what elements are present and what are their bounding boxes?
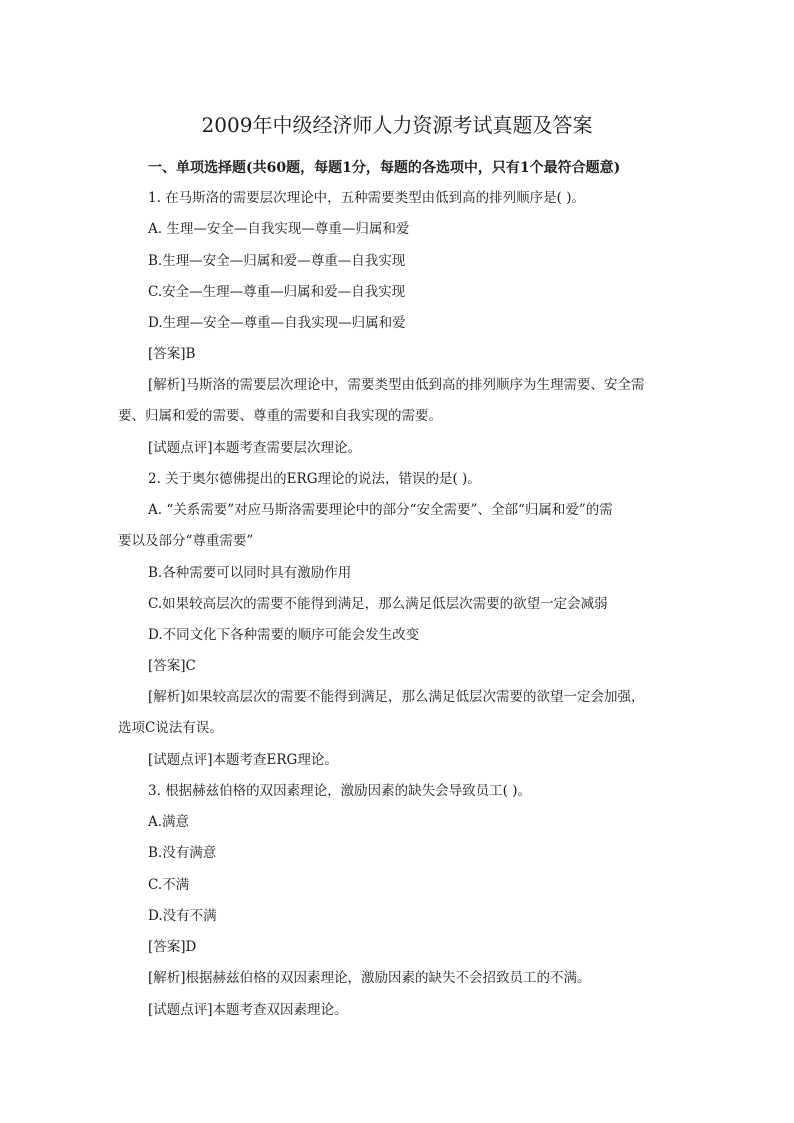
document-title: 2009年中级经济师人力资源考试真题及答案 — [201, 113, 593, 137]
question-1-option-a: A. 生理—安全—自我实现—尊重—归属和爱 — [148, 221, 410, 237]
question-1-analysis-line-2: 要、归属和爱的需要、尊重的需要和自我实现的需要。 — [118, 408, 442, 424]
question-2-comment: [试题点评]本题考查ERG理论。 — [148, 752, 338, 768]
question-3-option-a: A.满意 — [148, 814, 190, 830]
question-1-stem: 1. 在马斯洛的需要层次理论中，五种需要类型由低到高的排列顺序是( )。 — [148, 190, 585, 206]
question-2-analysis-line-2: 选项C说法有误。 — [118, 720, 223, 736]
question-1-answer: [答案]B — [148, 346, 196, 362]
question-2-analysis-line-1: [解析]如果较高层次的需要不能得到满足，那么满足低层次需要的欲望一定会加强， — [148, 689, 645, 705]
question-2-answer: [答案]C — [148, 658, 196, 674]
question-2-stem: 2. 关于奥尔德佛提出的ERG理论的说法，错误的是( )。 — [148, 471, 481, 487]
question-1-analysis-line-1: [解析]马斯洛的需要层次理论中，需要类型由低到高的排列顺序为生理需要、安全需 — [148, 377, 645, 393]
question-1-option-d: D.生理—安全—尊重—自我实现—归属和爱 — [148, 315, 406, 331]
question-3-option-b: B.没有满意 — [148, 845, 217, 861]
question-3-answer: [答案]D — [148, 939, 197, 955]
question-1-option-b: B.生理—安全—归属和爱—尊重—自我实现 — [148, 253, 406, 269]
question-2-option-a-line-2: 要以及部分“尊重需要” — [118, 533, 254, 549]
question-2-option-c: C.如果较高层次的需要不能得到满足，那么满足低层次需要的欲望一定会减弱 — [148, 596, 608, 612]
question-3-stem: 3. 根据赫兹伯格的双因素理论，激励因素的缺失会导致员工( )。 — [148, 783, 531, 799]
section-heading: 一、单项选择题(共60题，每题1分，每题的各选项中，只有1个最符合题意) — [148, 160, 621, 176]
question-1-comment: [试题点评]本题考查需要层次理论。 — [148, 440, 362, 456]
question-2-option-a-line-1: A. “关系需要”对应马斯洛需要理论中的部分“安全需要”、全部“归属和爱”的需 — [148, 502, 613, 518]
question-2-option-b: B.各种需要可以同时具有激励作用 — [148, 565, 352, 581]
question-2-option-d: D.不同文化下各种需要的顺序可能会发生改变 — [148, 627, 420, 643]
question-3-option-d: D.没有不满 — [148, 908, 217, 924]
question-3-option-c: C.不满 — [148, 877, 190, 893]
question-3-comment: [试题点评]本题考查双因素理论。 — [148, 1002, 348, 1018]
question-3-analysis: [解析]根据赫兹伯格的双因素理论，激励因素的缺失不会招致员工的不满。 — [148, 970, 591, 986]
question-1-option-c: C.安全—生理—尊重—归属和爱—自我实现 — [148, 284, 406, 300]
